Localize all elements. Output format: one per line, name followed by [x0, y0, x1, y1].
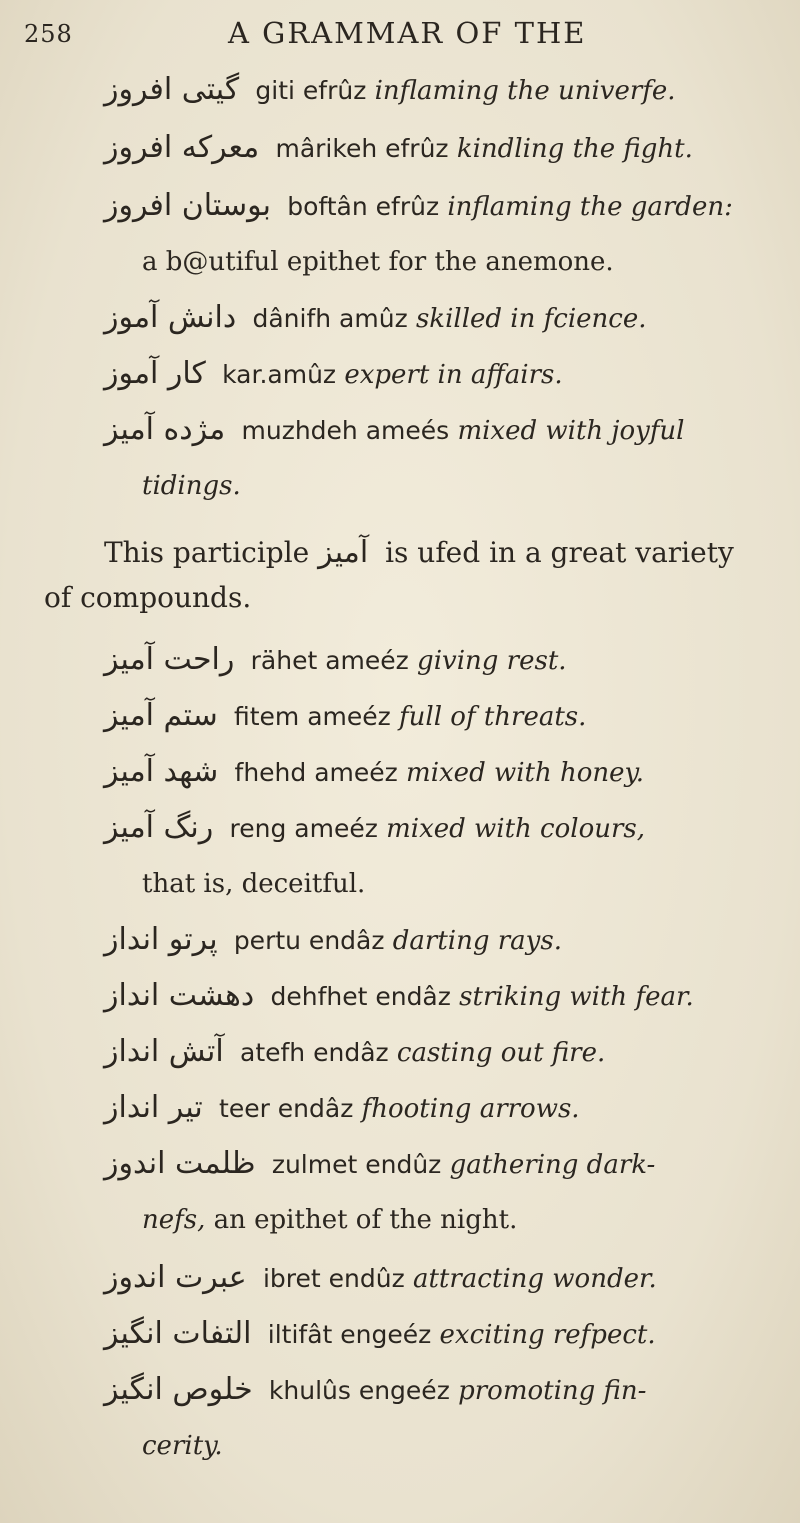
arabic-word: خلوص انگیز: [104, 1372, 253, 1407]
entry-teer-endaz: [104, 1092, 580, 1125]
entry-giti-efruz: [104, 74, 676, 107]
transliteration: iltifât engeéz: [267, 1320, 432, 1349]
entry-marikeh-efruz: [104, 132, 693, 165]
arabic-word: بوستان افروز: [104, 188, 271, 223]
gloss: skilled in fcience.: [415, 304, 647, 334]
entry-kar-amuz: [104, 358, 563, 391]
continuation-text: a b@utiful epithet for the anemone.: [142, 247, 614, 277]
arabic-word: آتش انداز: [104, 1034, 224, 1069]
entry-iltifat-engeez: [104, 1318, 656, 1351]
gloss: attracting wonder.: [412, 1264, 657, 1294]
entry-continuation: [142, 1430, 223, 1462]
gloss: mixed with honey.: [406, 758, 645, 788]
gloss: striking with fear.: [459, 982, 694, 1012]
gloss: full of threats.: [399, 702, 587, 732]
paragraph-line-1: This participle آمیز is ufed in a great variety: [104, 535, 734, 570]
arabic-word: رنگ آمیز: [104, 810, 214, 845]
transliteration: zulmet endûz: [271, 1150, 442, 1179]
entry-reng-ameez: [104, 812, 645, 845]
entry-dehfhet-endaz: [104, 980, 694, 1013]
transliteration: teer endâz: [219, 1094, 354, 1123]
entry-boftan-efruz: [104, 190, 733, 223]
continuation-text: cerity.: [142, 1431, 223, 1461]
gloss: gathering dark-: [449, 1150, 656, 1180]
entry-muzhdeh-amees: [104, 414, 685, 447]
arabic-word: دانش آموز: [104, 300, 237, 335]
entry-pertu-endaz: [104, 924, 562, 957]
transliteration: reng ameéz: [229, 814, 378, 843]
gloss: mixed with joyful: [457, 416, 685, 446]
transliteration: ibret endûz: [262, 1264, 405, 1293]
transliteration: khulûs engeéz: [268, 1376, 450, 1405]
paragraph-line-2: of compounds.: [44, 581, 252, 614]
arabic-word: پرتو انداز: [104, 922, 218, 957]
page-number: 258: [24, 20, 73, 48]
gloss: promoting fin-: [458, 1376, 647, 1406]
arabic-word: معرکه افروز: [104, 130, 260, 165]
arabic-word: کار آموز: [104, 356, 206, 391]
entry-continuation: [142, 1204, 517, 1236]
entry-rahet-ameez: [104, 644, 567, 677]
entry-khulus-engeez: [104, 1374, 646, 1407]
running-head: [0, 10, 800, 50]
entry-atefh-endaz: [104, 1036, 605, 1069]
transliteration: fitem ameéz: [233, 702, 391, 731]
gloss: fhooting arrows.: [361, 1094, 580, 1124]
transliteration: dânifh amûz: [252, 304, 408, 333]
arabic-word: شهد آمیز: [104, 754, 219, 789]
gloss: darting rays.: [392, 926, 562, 956]
entry-zulmet-enduz: [104, 1148, 655, 1181]
transliteration: dehfhet endâz: [270, 982, 451, 1011]
gloss: giving rest.: [417, 646, 567, 676]
arabic-word: ستم آمیز: [104, 698, 218, 733]
arabic-word: گیتی افروز: [104, 72, 240, 107]
entry-fhehd-ameez: [104, 756, 644, 789]
arabic-word: راحت آمیز: [104, 642, 235, 677]
gloss: mixed with colours,: [386, 814, 646, 844]
entry-danish-amuz: [104, 302, 646, 335]
arabic-word: آمیز: [318, 535, 369, 570]
continuation-text: tidings.: [142, 471, 241, 501]
gloss: kindling the fight.: [456, 134, 693, 164]
continuation-plain: an epithet of the night.: [205, 1205, 518, 1235]
arabic-word: دهشت انداز: [104, 978, 255, 1013]
transliteration: fhehd ameéz: [234, 758, 398, 787]
arabic-word: عبرت اندوز: [104, 1260, 247, 1295]
transliteration: mârikeh efrûz: [275, 134, 449, 163]
entry-fitem-ameez: [104, 700, 586, 733]
arabic-word: مژده آمیز: [104, 412, 226, 447]
gloss: exciting refpect.: [439, 1320, 656, 1350]
arabic-word: ظلمت اندوز: [104, 1146, 256, 1181]
entry-ibret-enduz: [104, 1262, 657, 1295]
arabic-word: التفات انگیز: [104, 1316, 252, 1351]
gloss: expert in affairs.: [344, 360, 563, 390]
transliteration: atefh endâz: [240, 1038, 389, 1067]
entry-continuation: [142, 470, 241, 502]
gloss: inflaming the univerfe.: [374, 76, 676, 106]
transliteration: giti efrûz: [255, 76, 367, 105]
entry-continuation: [142, 868, 365, 900]
continuation-italic: nefs,: [142, 1205, 206, 1235]
entry-continuation: [142, 246, 614, 278]
transliteration: rähet ameéz: [250, 646, 409, 675]
transliteration: boftân efrûz: [287, 192, 440, 221]
gloss: casting out fire.: [396, 1038, 606, 1068]
continuation-text: that is, deceitful.: [142, 869, 366, 899]
running-title: A GRAMMAR OF THE: [228, 16, 587, 50]
transliteration: muzhdeh ameés: [241, 416, 450, 445]
transliteration: pertu endâz: [233, 926, 385, 955]
transliteration: kar.amûz: [222, 360, 337, 389]
gloss: inflaming the garden:: [447, 192, 733, 222]
arabic-word: تیر انداز: [104, 1090, 203, 1125]
